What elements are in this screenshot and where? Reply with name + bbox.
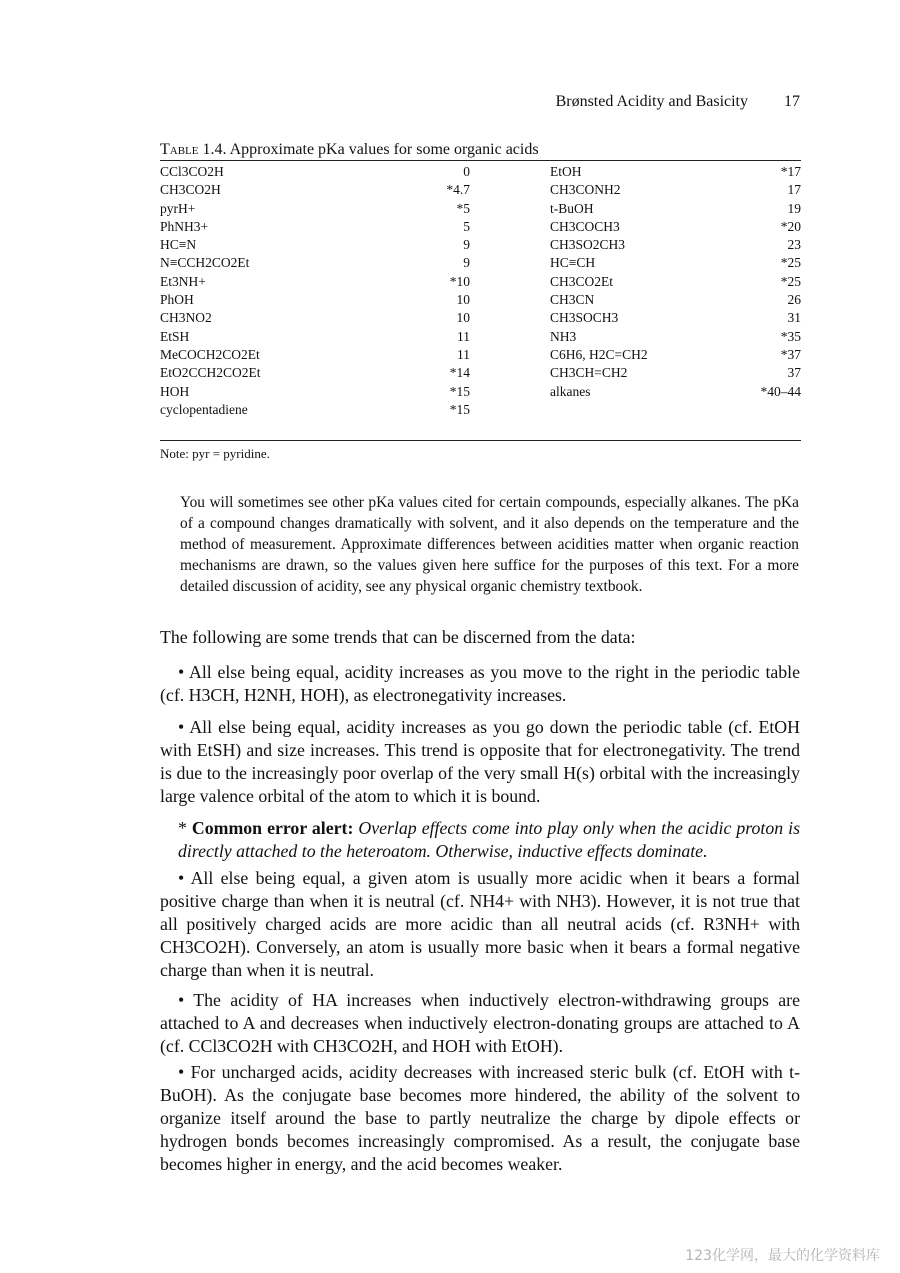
common-error-alert xyxy=(178,817,800,863)
pka-left-cell: 10 xyxy=(456,310,470,326)
acid-left-cell: EtO2CCH2CO2Et xyxy=(160,365,261,381)
pka-left-cell: 9 xyxy=(463,237,470,253)
acid-right-cell: CH3CO2Et xyxy=(550,273,614,289)
pka-table-row xyxy=(160,236,801,254)
pka-table-row xyxy=(160,346,801,364)
pka-right-cell: *37 xyxy=(780,346,801,362)
acid-right-cell: NH3 xyxy=(550,328,577,344)
pka-table-row xyxy=(160,163,801,181)
acid-right-cell: alkanes xyxy=(550,383,591,399)
acid-left-cell: PhOH xyxy=(160,292,194,308)
alert-label: Common error alert: xyxy=(191,818,354,838)
pka-right-cell: 17 xyxy=(787,182,801,198)
inset-paragraph: You will sometimes see other pKa values cited for certain compounds, especially alkanes. The pKa of a compound changes dramatically with solvent, and it also depends on the temperature and the method of measurement. Approximate differences between acidities matter when organic reaction mechanisms are drawn, so the values given here suffice for the purposes of this text. For a more detailed discussion of acidity, see any physical organic chemistry textbook. xyxy=(180,494,799,595)
table-top-rule xyxy=(160,160,801,161)
trend-bullet-2: • All else being equal, acidity increases as you go down the periodic table (cf. EtOH with EtSH) and size increases. This trend is opposite that for electronegativity. The trend is due to the increasingly poor overlap of the very small H(s) orbital with the increasingly large valence orbital of the atom to which it is bound. xyxy=(160,717,800,806)
pka-left-cell: 5 xyxy=(463,218,470,234)
pka-right-cell: *17 xyxy=(780,164,801,179)
pka-left-cell: *15 xyxy=(449,383,470,399)
pka-table xyxy=(160,163,801,419)
alert-text: Overlap effects come into play only when the acidic proton is directly attached to the heteroatom. Otherwise, inductive effects dominate. xyxy=(178,818,800,861)
pka-right-cell: *25 xyxy=(780,255,801,271)
trend-bullet-5: • For uncharged acids, acidity decreases with increased steric bulk (cf. EtOH with t-BuOH). As the conjugate base becomes more hindered, the ability of the solvent to organize itself around the base to partly neutralize the charge by dipole effects or hydrogen bonds becomes increasingly compromised. As a result, the conjugate base becomes higher in energy, and the acid becomes weaker. xyxy=(160,1062,800,1174)
pka-table-row xyxy=(160,291,801,309)
pka-table-row xyxy=(160,309,801,327)
acid-right-cell: CH3SOCH3 xyxy=(550,310,619,326)
pka-table-row xyxy=(160,218,801,236)
watermark: 123化学网，最大的化学资料库 xyxy=(685,1248,880,1264)
pka-right-cell: *35 xyxy=(780,328,801,344)
acid-left-cell: cyclopentadiene xyxy=(160,401,248,417)
pka-table-row xyxy=(160,273,801,291)
acid-left-cell: PhNH3+ xyxy=(160,218,209,234)
pka-right-cell: 19 xyxy=(787,200,801,216)
pka-left-cell: 11 xyxy=(457,346,470,362)
acid-right-cell: CH3SO2CH3 xyxy=(550,237,626,253)
acid-right-cell: CH3COCH3 xyxy=(550,218,620,234)
acid-left-cell: CCl3CO2H xyxy=(160,164,224,179)
acid-left-cell: EtSH xyxy=(160,328,190,344)
pka-left-cell: 0 xyxy=(463,164,470,179)
pka-table-row xyxy=(160,328,801,346)
pka-right-cell: *40–44 xyxy=(760,383,801,399)
acid-right-cell xyxy=(530,401,750,419)
pka-table-row xyxy=(160,181,801,199)
trends-intro: The following are some trends that can be discerned from the data: xyxy=(160,627,636,647)
trend-bullet-4: • The acidity of HA increases when inductively electron-withdrawing groups are attached to A and decreases when inductively electron-donating groups are attached to A (cf. CCl3CO2H with CH3CO2H, and HOH with EtOH). xyxy=(160,990,800,1056)
acid-left-cell: N≡CCH2CO2Et xyxy=(160,255,250,271)
pka-left-cell: *14 xyxy=(449,365,470,381)
acid-left-cell: HOH xyxy=(160,383,190,399)
pka-table-row xyxy=(160,254,801,272)
acid-right-cell: CH3CONH2 xyxy=(550,182,621,198)
acid-left-cell: MeCOCH2CO2Et xyxy=(160,346,260,362)
acid-left-cell: Et3NH+ xyxy=(160,273,206,289)
trend-bullet-1: • All else being equal, acidity increases as you move to the right in the periodic table (cf. H3CH, H2NH, HOH), as electronegativity increases. xyxy=(160,662,800,705)
table-caption-label: Table 1.4. xyxy=(160,141,227,158)
pka-right-cell: 26 xyxy=(787,292,801,308)
pka-right-cell: *25 xyxy=(780,273,801,289)
trend-bullet-3: • All else being equal, a given atom is usually more acidic when it bears a formal positive charge than when it is neutral (cf. NH4+ with NH3). However, it is not true that all positively charged acids are more acidic than all neutral acids (cf. R3NH+ with CH3CO2H). Conversely, an atom is usually more basic when it bears a formal negative charge than when it is neutral. xyxy=(160,868,800,980)
pka-right-cell xyxy=(750,401,801,419)
pka-right-cell: 37 xyxy=(787,365,801,381)
acid-right-cell: CH3CH=CH2 xyxy=(550,365,628,381)
acid-right-cell: t-BuOH xyxy=(550,200,594,216)
running-head-title: Brønsted Acidity and Basicity xyxy=(555,93,748,110)
acid-right-cell: CH3CN xyxy=(550,292,595,308)
page-number: 17 xyxy=(784,93,800,110)
pka-right-cell: 31 xyxy=(787,310,801,326)
table-bottom-rule xyxy=(160,440,801,441)
pka-left-cell: *15 xyxy=(449,401,470,417)
pka-left-cell: *5 xyxy=(456,200,470,216)
pka-table-row xyxy=(160,200,801,218)
acid-left-cell: pyrH+ xyxy=(160,200,196,216)
pka-left-cell: *4.7 xyxy=(446,182,470,198)
pka-left-cell: 11 xyxy=(457,328,470,344)
pka-right-cell: 23 xyxy=(787,237,801,253)
acid-right-cell: C6H6, H2C=CH2 xyxy=(550,346,648,362)
acid-right-cell: EtOH xyxy=(550,164,582,179)
pka-table-row xyxy=(160,383,801,401)
acid-right-cell: HC≡CH xyxy=(550,255,596,271)
pka-left-cell: *10 xyxy=(449,273,470,289)
pka-table-body xyxy=(160,163,801,419)
pka-right-cell: *20 xyxy=(780,218,801,234)
table-caption xyxy=(160,141,800,159)
pka-left-cell: 10 xyxy=(456,292,470,308)
pka-left-cell: 9 xyxy=(463,255,470,271)
pka-table-row xyxy=(160,401,801,419)
running-head xyxy=(160,93,800,111)
table-caption-text: Approximate pKa values for some organic acids xyxy=(229,141,539,158)
acid-left-cell: CH3CO2H xyxy=(160,182,221,198)
alert-symbol: * xyxy=(178,818,187,838)
table-note: Note: pyr = pyridine. xyxy=(160,446,270,461)
pka-table-row xyxy=(160,364,801,382)
acid-left-cell: HC≡N xyxy=(160,237,197,253)
acid-left-cell: CH3NO2 xyxy=(160,310,212,326)
